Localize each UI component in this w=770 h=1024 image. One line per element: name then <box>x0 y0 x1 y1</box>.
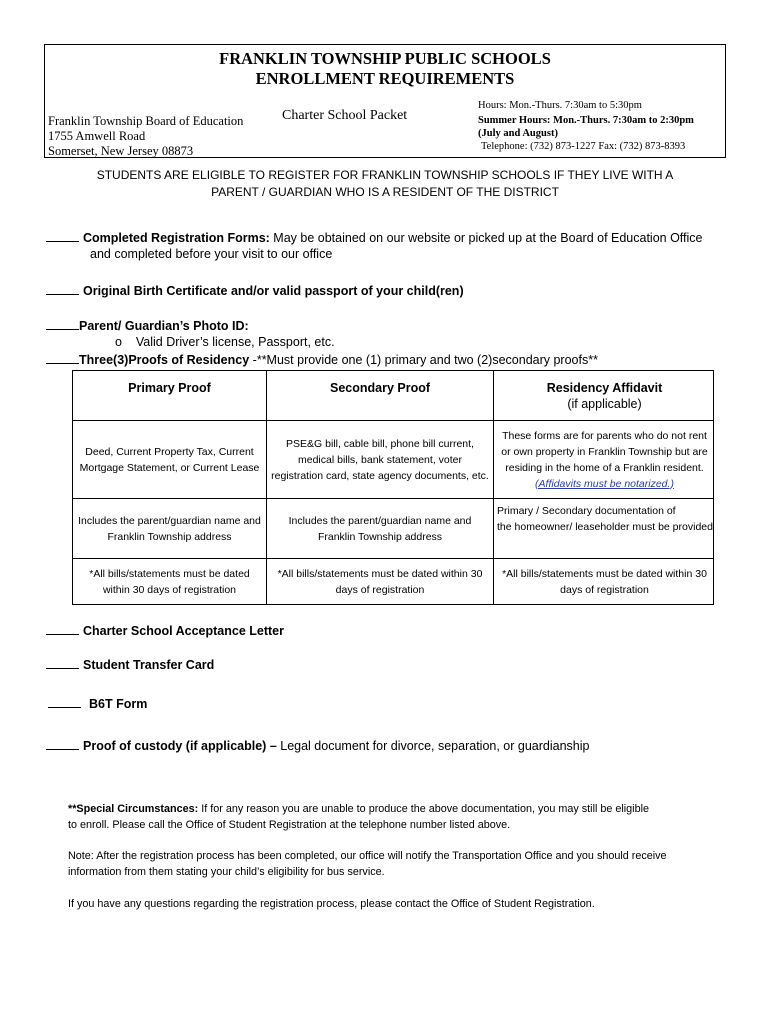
table-cell-secondary-2: Includes the parent/guardian name and Franklin Township address <box>288 514 472 543</box>
address-line-1: Franklin Township Board of Education <box>48 114 244 128</box>
page-title: FRANKLIN TOWNSHIP PUBLIC SCHOOLS <box>219 49 551 68</box>
item-custody: Proof of custody (if applicable) – Legal document for divorce, separation, or guardianship <box>46 738 589 753</box>
header-residency-affidavit: Residency Affidavit (if applicable) <box>546 381 663 411</box>
questions-note: If you have any questions regarding the registration process, please contact the Office of Student Registration. <box>68 898 595 910</box>
office-hours: Hours: Mon.-Thurs. 7:30am to 5:30pm <box>478 100 642 111</box>
residency-proof-table <box>72 370 714 605</box>
checkbox-blank[interactable] <box>46 657 79 669</box>
checkbox-blank[interactable] <box>46 352 79 364</box>
header-primary-proof: Primary Proof <box>128 380 211 395</box>
item-b6t-form: B6T Form <box>48 696 147 711</box>
packet-label: Charter School Packet <box>282 108 408 123</box>
table-cell-affidavit-2: Primary / Secondary documentation of the homeowner/ leaseholder must be provided <box>497 505 713 533</box>
checkbox-blank[interactable] <box>46 318 79 330</box>
table-cell-affidavit-3: *All bills/statements must be dated within 30 days of registration <box>502 568 707 596</box>
transportation-note-cont: information from them stating your child’s eligibility for bus service. <box>68 866 385 878</box>
item-photo-id: Parent/ Guardian’s Photo ID: <box>46 318 249 333</box>
table-cell-secondary-3: *All bills/statements must be dated within 30 days of registration <box>277 568 483 596</box>
item-photo-id-sub: o Valid Driver’s license, Passport, etc. <box>115 335 335 349</box>
table-cell-primary-2: Includes the parent/guardian name and Franklin Township address <box>78 514 261 543</box>
header-secondary-proof: Secondary Proof <box>329 380 431 395</box>
transportation-note: Note: After the registration process has been completed, our office will notify the Transportation Office and you should receive <box>68 850 667 862</box>
table-cell-affidavit-1: These forms are for parents who do not rent or own property in Franklin Township but are residing in the home of a Franklin resident. (Affidavits must be notarized.) <box>501 429 708 490</box>
address-line-3: Somerset, New Jersey 08873 <box>48 144 194 158</box>
affidavit-notarized-link[interactable]: (Affidavits must be notarized.) <box>535 477 674 490</box>
item-registration-forms: Completed Registration Forms: May be obtained on our website or picked up at the Board of Education Office <box>46 230 703 245</box>
table-cell-primary-3: *All bills/statements must be dated within 30 days of registration <box>89 568 250 596</box>
checkbox-blank[interactable] <box>46 623 79 635</box>
checkbox-blank[interactable] <box>48 696 81 708</box>
special-circumstances: **Special Circumstances: If for any reason you are unable to produce the above documentation, you may still be eligible <box>68 803 649 815</box>
summer-months: (July and August) <box>478 128 558 139</box>
checkbox-blank[interactable] <box>46 738 79 750</box>
contact-phone: Telephone: (732) 873-1227 Fax: (732) 873-8393 <box>481 141 686 152</box>
item-charter-letter: Charter School Acceptance Letter <box>46 623 284 638</box>
eligibility-notice-line-2: PARENT / GUARDIAN WHO IS A RESIDENT OF THE DISTRICT <box>211 185 559 199</box>
item-birth-certificate: Original Birth Certificate and/or valid passport of your child(ren) <box>46 283 464 298</box>
address-line-2: 1755 Amwell Road <box>48 129 146 143</box>
page-subtitle: ENROLLMENT REQUIREMENTS <box>255 69 515 88</box>
item-registration-forms-cont: and completed before your visit to our office <box>90 247 333 261</box>
special-circumstances-cont: to enroll. Please call the Office of Student Registration at the telephone number listed above. <box>68 819 511 831</box>
summer-hours: Summer Hours: Mon.-Thurs. 7:30am to 2:30pm <box>478 115 694 126</box>
table-cell-secondary-1: PSE&G bill, cable bill, phone bill current, medical bills, bank statement, voter registration card, state agency documents, etc. <box>271 437 489 482</box>
checkbox-blank[interactable] <box>46 230 79 242</box>
item-residency: Three(3)Proofs of Residency -**Must provide one (1) primary and two (2)secondary proofs** <box>46 352 598 367</box>
checkbox-blank[interactable] <box>46 283 79 295</box>
bullet-icon: o <box>115 335 122 349</box>
item-transfer-card: Student Transfer Card <box>46 657 214 672</box>
table-cell-primary-1: Deed, Current Property Tax, Current Mortgage Statement, or Current Lease <box>79 445 260 474</box>
eligibility-notice-line-1: STUDENTS ARE ELIGIBLE TO REGISTER FOR FRANKLIN TOWNSHIP SCHOOLS IF THEY LIVE WITH A <box>96 168 674 182</box>
